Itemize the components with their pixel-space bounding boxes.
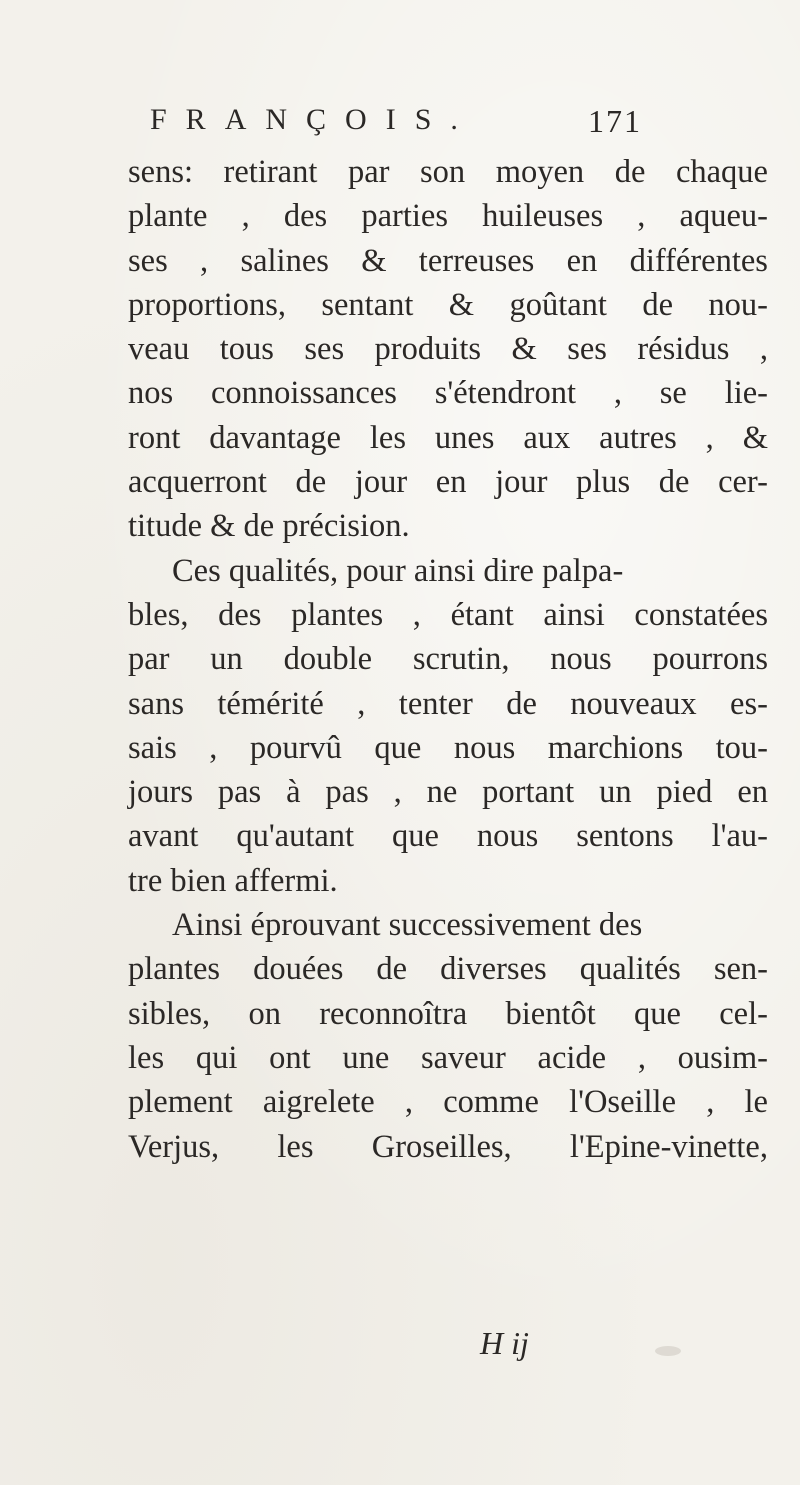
text-line: par un double scrutin, nous pourrons — [128, 641, 768, 678]
text-line: acquerront de jour en jour plus de cer- — [128, 464, 768, 501]
text-line: sens: retirant par son moyen de chaque — [128, 154, 768, 190]
running-head — [150, 103, 770, 153]
text-line: sibles, on reconnoîtra bientôt que cel- — [128, 995, 768, 1032]
text-line: ront davantage les unes aux autres , & — [128, 419, 768, 456]
text-line: sans témérité , tenter de nouveaux es- — [128, 685, 768, 722]
paragraph-start-line: Ainsi éprouvant successivement des — [172, 907, 643, 944]
body-text — [128, 150, 768, 1169]
text-line: avant qu'autant que nous sentons l'au- — [128, 818, 768, 855]
text-line: tre bien affermi. — [128, 862, 338, 899]
text-line: plante , des parties huileuses , aqueu- — [128, 198, 768, 235]
text-line: Verjus, les Groseilles, l'Epine-vinette, — [128, 1128, 768, 1165]
text-line: titude & de précision. — [128, 508, 410, 545]
running-title: FRANÇOIS. — [150, 103, 477, 136]
text-line: veau tous ses produits & ses résidus , — [128, 331, 768, 368]
text-line: jours pas à pas , ne portant un pied en — [128, 774, 768, 811]
text-line: proportions, sentant & goûtant de nou- — [128, 286, 768, 323]
ink-smudge — [655, 1346, 681, 1356]
text-line: les qui ont une saveur acide , ousim- — [128, 1039, 768, 1076]
paragraph-start-line: Ces qualités, pour ainsi dire palpa- — [172, 552, 624, 589]
text-line: plement aigrelete , comme l'Oseille , le — [128, 1084, 768, 1121]
page-number: 171 — [588, 103, 642, 139]
text-line: plantes douées de diverses qualités sen- — [128, 951, 768, 988]
signature-mark: H ij — [480, 1325, 529, 1361]
text-line: ses , salines & terreuses en différentes — [128, 242, 768, 279]
text-line: sais , pourvû que nous marchions tou- — [128, 729, 768, 766]
text-line: bles, des plantes , étant ainsi constatées — [128, 596, 768, 633]
text-line: nos connoissances s'étendront , se lie- — [128, 375, 768, 412]
